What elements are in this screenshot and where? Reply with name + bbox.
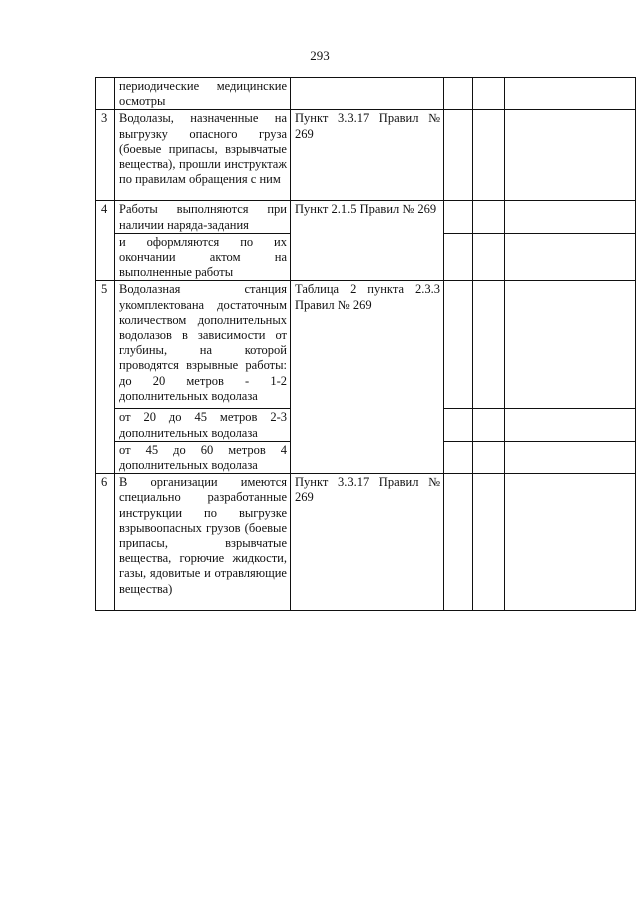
table-row xyxy=(96,78,636,110)
requirement-cell: Водолазы, назначенные на выгрузку опасного груза (боевые припасы, взрывчатые вещества), прошли инструктаж по правилам обращения с ним xyxy=(115,110,291,201)
note-cell xyxy=(505,78,636,110)
page-number: 293 xyxy=(310,48,330,63)
check-cell xyxy=(473,474,505,611)
check-cell xyxy=(473,110,505,201)
check-cell xyxy=(444,474,473,611)
check-cell xyxy=(444,409,473,441)
note-cell xyxy=(505,110,636,201)
check-cell xyxy=(473,441,505,473)
requirement-cell: периодические медицинские осмотры xyxy=(115,78,291,110)
reference-cell: Пункт 3.3.17 Правил № 269 xyxy=(291,474,444,611)
row-number-cell xyxy=(96,78,115,110)
check-cell xyxy=(473,78,505,110)
requirements-table xyxy=(95,77,636,611)
table-row xyxy=(96,110,636,201)
requirement-cell: от 20 до 45 метров 2-3 дополнительных водолаза xyxy=(115,409,291,441)
check-cell xyxy=(444,281,473,409)
check-cell xyxy=(444,233,473,281)
reference-cell: Таблица 2 пункта 2.3.3 Правил № 269 xyxy=(291,281,444,474)
row-number-cell: 4 xyxy=(96,201,115,281)
reference-cell xyxy=(291,78,444,110)
check-cell xyxy=(444,441,473,473)
reference-cell: Пункт 3.3.17 Правил № 269 xyxy=(291,110,444,201)
requirement-cell: Работы выполняются при наличии наряда-задания xyxy=(115,201,291,233)
note-cell xyxy=(505,233,636,281)
check-cell xyxy=(444,201,473,233)
note-cell xyxy=(505,474,636,611)
row-number-cell: 5 xyxy=(96,281,115,474)
requirement-cell: Водолазная станция укомплектована достаточным количеством дополнительных водолазов в зависимости от глубины, на которой проводятся взрывные работы: до 20 метров - 1-2 дополнительных водолаза xyxy=(115,281,291,409)
row-number-cell: 3 xyxy=(96,110,115,201)
note-cell xyxy=(505,441,636,473)
reference-cell: Пункт 2.1.5 Правил № 269 xyxy=(291,201,444,281)
requirement-cell: В организации имеются специально разработанные инструкции по выгрузке взрывоопасных грузов (боевые припасы, взрывчатые вещества, горючие жидкости, газы, ядовитые и отравляющие вещества) xyxy=(115,474,291,611)
check-cell xyxy=(444,110,473,201)
check-cell xyxy=(444,78,473,110)
requirement-cell: от 45 до 60 метров 4 дополнительных водолаза xyxy=(115,441,291,473)
note-cell xyxy=(505,409,636,441)
check-cell xyxy=(473,201,505,233)
check-cell xyxy=(473,281,505,409)
note-cell xyxy=(505,281,636,409)
table-row xyxy=(96,474,636,611)
check-cell xyxy=(473,409,505,441)
check-cell xyxy=(473,233,505,281)
table-row xyxy=(96,281,636,409)
row-number-cell: 6 xyxy=(96,474,115,611)
note-cell xyxy=(505,201,636,233)
table-row xyxy=(96,201,636,233)
requirement-cell: и оформляются по их окончании актом на выполненные работы xyxy=(115,233,291,281)
